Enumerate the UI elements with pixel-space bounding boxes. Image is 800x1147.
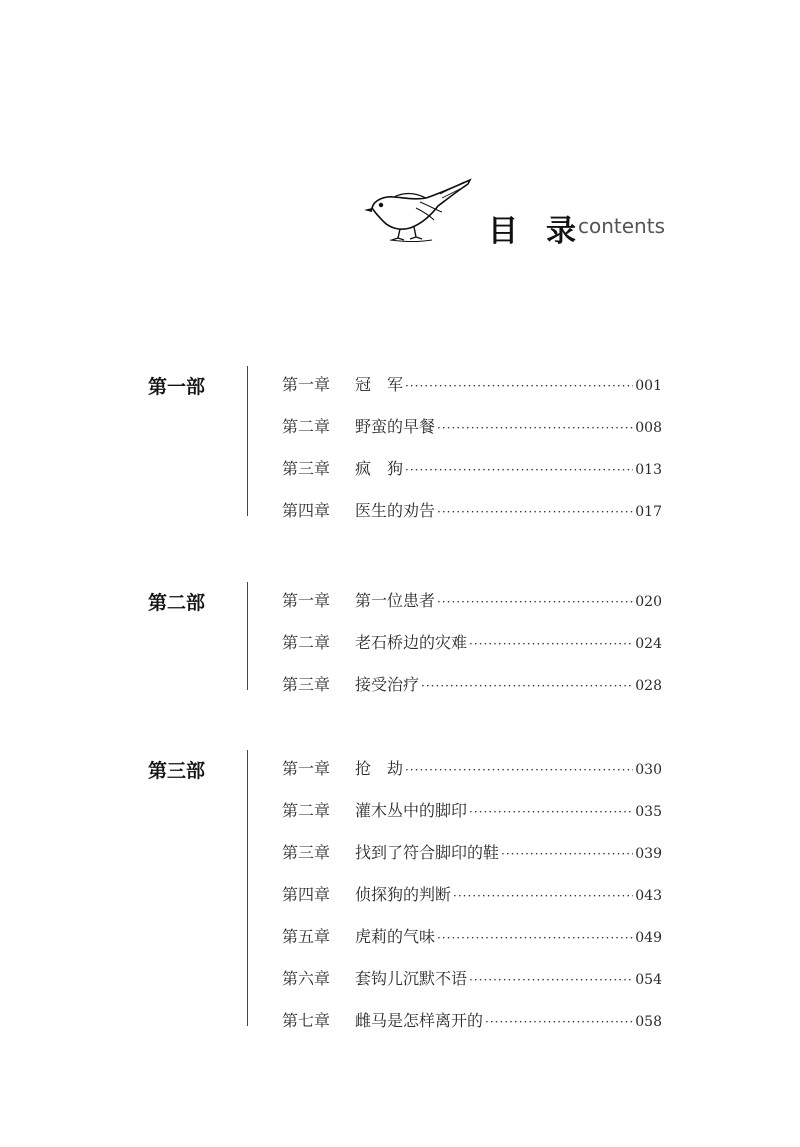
- chapter-list: [282, 756, 662, 1050]
- chapter-number: 第五章: [282, 927, 331, 946]
- page-number: 043: [635, 888, 662, 904]
- chapter-title: 抢 劫: [355, 759, 404, 778]
- chapter-entry[interactable]: [282, 456, 662, 498]
- dot-leader: [501, 847, 633, 861]
- chapter-number: 第六章: [282, 969, 331, 988]
- chapter-title: 套钩儿沉默不语: [355, 969, 468, 988]
- toc-title-en: contents: [578, 214, 665, 238]
- dot-leader: [469, 973, 633, 987]
- chapter-number: 第四章: [282, 501, 331, 520]
- page-number: 020: [635, 594, 662, 610]
- chapter-number: 第二章: [282, 801, 331, 820]
- chapter-title: 疯 狗: [355, 459, 404, 478]
- dot-leader: [405, 463, 633, 477]
- page-number: 049: [635, 930, 662, 946]
- chapter-title: 侦探狗的判断: [355, 885, 452, 904]
- dot-leader: [453, 889, 633, 903]
- chapter-entry[interactable]: [282, 372, 662, 414]
- chapter-list: [282, 588, 662, 714]
- chapter-entry[interactable]: [282, 672, 662, 714]
- page-number: 001: [635, 378, 662, 394]
- dot-leader: [437, 931, 633, 945]
- chapter-number: 第一章: [282, 591, 331, 610]
- part-divider: [247, 582, 248, 690]
- chapter-entry[interactable]: [282, 966, 662, 1008]
- chapter-entry[interactable]: [282, 414, 662, 456]
- page-number: 039: [635, 846, 662, 862]
- chapter-entry[interactable]: [282, 756, 662, 798]
- chapter-title: 灌木丛中的脚印: [355, 801, 468, 820]
- page-number: 054: [635, 972, 662, 988]
- chapter-title: 老石桥边的灾难: [355, 633, 468, 652]
- chapter-number: 第二章: [282, 633, 331, 652]
- chapter-entry[interactable]: [282, 588, 662, 630]
- page-number: 058: [635, 1014, 662, 1030]
- page-number: 008: [635, 420, 662, 436]
- part-label: 第三部: [148, 760, 206, 782]
- chapter-list: [282, 372, 662, 540]
- chapter-title: 医生的劝告: [355, 501, 436, 520]
- bird-illustration: [360, 170, 480, 250]
- chapter-number: 第三章: [282, 843, 331, 862]
- chapter-number: 第四章: [282, 885, 331, 904]
- part-label: 第二部: [148, 592, 206, 614]
- chapter-entry[interactable]: [282, 1008, 662, 1050]
- dot-leader: [437, 421, 633, 435]
- dot-leader: [485, 1015, 633, 1029]
- chapter-entry[interactable]: [282, 498, 662, 540]
- dot-leader: [437, 505, 633, 519]
- chapter-title: 野蛮的早餐: [355, 417, 436, 436]
- chapter-entry[interactable]: [282, 882, 662, 924]
- dot-leader: [405, 379, 633, 393]
- chapter-title: 找到了符合脚印的鞋: [355, 843, 500, 862]
- page-number: 035: [635, 804, 662, 820]
- chapter-title: 接受治疗: [355, 675, 420, 694]
- part-label: 第一部: [148, 376, 206, 398]
- dot-leader: [421, 679, 633, 693]
- chapter-entry[interactable]: [282, 840, 662, 882]
- chapter-number: 第三章: [282, 675, 331, 694]
- chapter-number: 第一章: [282, 375, 331, 394]
- page-number: 017: [635, 504, 662, 520]
- page-number: 013: [635, 462, 662, 478]
- chapter-number: 第一章: [282, 759, 331, 778]
- chapter-title: 雌马是怎样离开的: [355, 1011, 484, 1030]
- chapter-number: 第七章: [282, 1011, 331, 1030]
- dot-leader: [469, 637, 633, 651]
- dot-leader: [405, 763, 633, 777]
- page-number: 030: [635, 762, 662, 778]
- page-number: 028: [635, 678, 662, 694]
- chapter-number: 第二章: [282, 417, 331, 436]
- chapter-title: 冠 军: [355, 375, 404, 394]
- chapter-title: 虎莉的气味: [355, 927, 436, 946]
- chapter-entry[interactable]: [282, 630, 662, 672]
- toc-title-cn: 目录: [488, 214, 604, 249]
- page-number: 024: [635, 636, 662, 652]
- chapter-entry[interactable]: [282, 924, 662, 966]
- toc-header: [360, 170, 680, 260]
- part-divider: [247, 750, 248, 1026]
- dot-leader: [437, 595, 633, 609]
- dot-leader: [469, 805, 633, 819]
- chapter-entry[interactable]: [282, 798, 662, 840]
- part-divider: [247, 366, 248, 516]
- chapter-title: 第一位患者: [355, 591, 436, 610]
- chapter-number: 第三章: [282, 459, 331, 478]
